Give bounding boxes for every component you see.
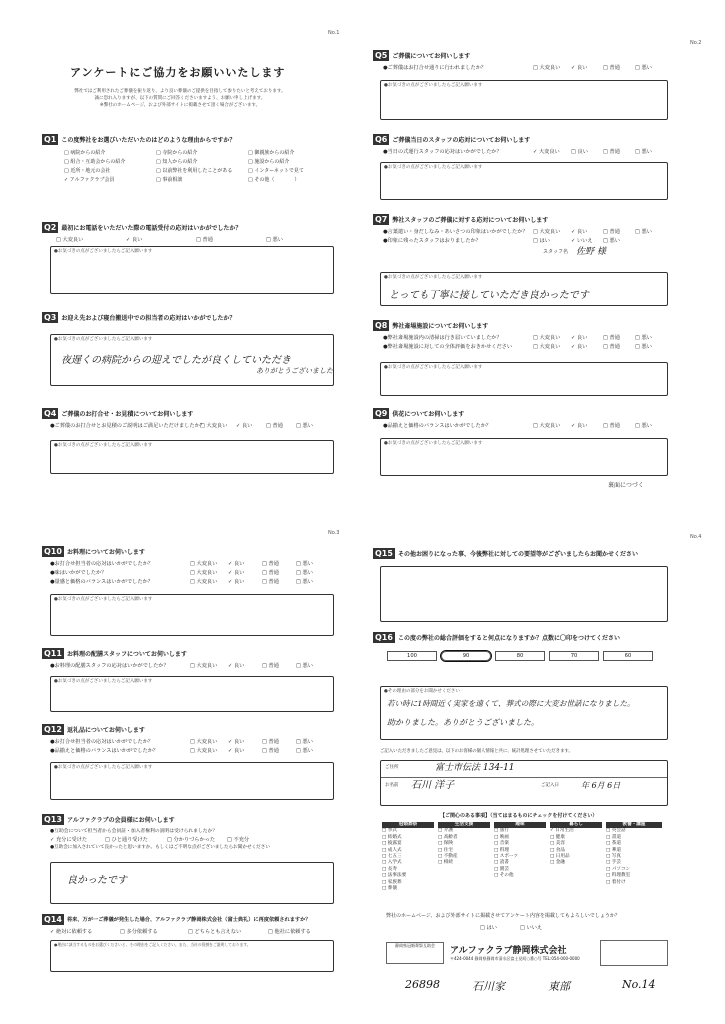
address-value[interactable]: 富士市伝法 134-11 — [435, 763, 515, 773]
option[interactable]: ✓ 良い — [228, 570, 245, 576]
sub-question: ●品揃えと価格のバランスはいかがでしたか？ — [383, 423, 492, 429]
sub-question: ●当日の式運行スタッフの応対はいかがでしたか？ — [383, 149, 502, 155]
option[interactable]: □ 悪い — [635, 344, 652, 350]
option[interactable]: ✓ 良い — [126, 237, 143, 243]
question-text: ご葬儀当日のスタッフの応対についてお伺いします — [392, 137, 531, 144]
question-number: Q10 — [44, 547, 62, 556]
interest-option[interactable]: □ 披露宴 — [382, 841, 402, 847]
question-2 — [42, 222, 342, 244]
comment-label: ●理由に該当するものをお選びくださいと、その理由をご記入ください。また、当社の役割をご説明しております。 — [54, 942, 251, 947]
q16-scale — [387, 651, 693, 661]
q8-row-1 — [383, 334, 693, 342]
q10-row — [50, 578, 342, 586]
option[interactable]: □ 普通 — [266, 423, 283, 429]
privacy-notice-box — [600, 940, 668, 966]
option[interactable]: □ 普通 — [262, 570, 279, 576]
question-text: 供花についてお伺いします — [392, 411, 465, 418]
q6-row — [383, 148, 693, 156]
interest-option[interactable]: □ 英会話 — [606, 828, 626, 834]
sub-question: ●お料理の配膳スタッフの応対はいかがでしたか？ — [50, 663, 169, 669]
interest-header: 生活支援 — [438, 822, 490, 828]
sub-question: ●印象に残ったスタッフはおりましたか？ — [383, 238, 481, 244]
option[interactable]: ✓ 良い — [228, 663, 245, 669]
question-number: Q14 — [44, 915, 62, 924]
option[interactable]: □ 大変良い — [533, 335, 561, 341]
option[interactable]: □ 分かりづらかった — [167, 837, 216, 843]
footer-hall: 東部 — [548, 980, 570, 993]
question-text: 弊社斎場施設についてお伺いします — [392, 323, 489, 330]
interest-option[interactable]: □ 結婚式 — [382, 834, 402, 840]
interest-header: 暮らし — [550, 822, 602, 828]
q13-options — [50, 836, 342, 844]
date-label: ご記入日 — [541, 783, 559, 788]
interest-option[interactable]: □ 相続 — [438, 860, 453, 866]
option[interactable]: □ 御親族からの紹介 — [248, 150, 295, 156]
option[interactable]: □ 悪い — [635, 423, 652, 429]
contact-note: ご記入いただきましたご意見は、以下のお客様の個人情報と共に、統計処理させていただきます。 — [380, 749, 573, 754]
question-number: Q8 — [375, 321, 388, 330]
comment-label: ●お気づきの点がございましたらご記入願います — [54, 249, 153, 254]
option[interactable]: □ 普通 — [603, 65, 620, 71]
sub-question: ●お打合せ担当者の応対はいかがでしたか？ — [50, 739, 154, 745]
page-number-1: No.1 — [328, 30, 340, 36]
interest-option[interactable]: □ 成人式 — [382, 847, 402, 853]
intro-line: 弊社ではご利用されたご葬儀を振り返り、より良い葬儀のご提供を目指して参りたいと考えております。 — [74, 89, 286, 94]
question-number: Q9 — [375, 409, 388, 418]
option[interactable]: □ 寺院からの紹介 — [156, 150, 198, 156]
name-value[interactable]: 石川 洋子 — [411, 780, 455, 791]
option[interactable]: □ 大変良い — [190, 570, 218, 576]
question-text: この度弊社をお選びいただいたのはどのような理由からですか？ — [61, 137, 236, 144]
question-16 — [373, 632, 693, 661]
interest-option[interactable]: □ 七五三 — [382, 854, 402, 860]
page-number-4: No.4 — [690, 534, 702, 540]
option[interactable]: ✓ いいえ — [571, 238, 593, 244]
question-5 — [373, 50, 693, 72]
comment-label: ●お気づきの点がございましたらご記入願います — [384, 165, 483, 170]
interest-option[interactable]: □ 書道 — [606, 834, 621, 840]
question-text: お迎え先および寝台搬送中での担当者の応対はいかがでしたか？ — [61, 315, 236, 322]
q11-comment-box[interactable] — [50, 676, 334, 712]
comment-label: ●お気づきの点がございましたらご記入願います — [54, 443, 153, 448]
q10-row — [50, 560, 342, 568]
option[interactable]: □ 大変良い — [190, 748, 218, 754]
option[interactable]: □ はい — [533, 238, 550, 244]
q12-row — [50, 738, 342, 746]
sub-question: ●弊社斎場施設内の清掃は行き届いていましたか？ — [383, 335, 502, 341]
question-9 — [373, 408, 693, 430]
interest-option[interactable]: □ パソコン — [606, 866, 631, 872]
q9-row — [383, 422, 693, 430]
sub-question: ●量感と価格のバランスはいかがでしたか？ — [50, 579, 153, 585]
q9-comment-box[interactable] — [380, 438, 668, 476]
interest-option[interactable]: □ 園芸 — [494, 866, 509, 872]
q5-row — [383, 64, 693, 72]
interest-option[interactable]: □ 美容 — [550, 841, 565, 847]
interest-option[interactable]: □ スポーツ — [494, 854, 518, 860]
question-number: Q6 — [375, 135, 388, 144]
option[interactable]: □ その他（ ） — [248, 177, 300, 183]
address-row — [381, 761, 667, 775]
q14-options — [50, 928, 342, 936]
option[interactable]: ✓ 大変良い — [533, 149, 560, 155]
interest-option[interactable]: □ 読書 — [494, 860, 509, 866]
footer-family: 石川家 — [472, 980, 505, 993]
question-12 — [42, 724, 342, 755]
handwritten-answer: とっても丁寧に接していただき良かったです — [389, 290, 589, 301]
option[interactable]: □ 悪い — [635, 229, 652, 235]
handwritten-answer: 夜遅くの病院からの迎えでしたが良くしていただき — [61, 355, 291, 366]
question-number: Q2 — [44, 223, 57, 232]
option[interactable]: □ ひと通り受けた — [105, 837, 148, 843]
handwritten-answer: 若い時に1時間近く実家を遠くて、葬式の際に大変お世話になりました。 — [387, 699, 635, 708]
interest-option[interactable]: □ 介護 — [438, 828, 453, 834]
q16-comment-box[interactable] — [380, 686, 668, 740]
sub-question: ●互助会について担当者から会員証・加入者権利の説明は受けられましたか？ — [50, 829, 218, 834]
footer-id: 26898 — [405, 978, 440, 991]
q2-comment-box[interactable] — [50, 246, 334, 294]
score-option[interactable]: 60 — [603, 651, 653, 661]
option[interactable]: □ 多分依頼する — [120, 929, 158, 935]
handwritten-answer: 良かったです — [67, 875, 127, 886]
comment-label: ●お気づきの点がございましたらご記入願います — [384, 365, 483, 370]
intro-line: 誠に恐れ入りますが、以下の質問にご回答くださいますよう、お願い申し上げます。 — [94, 96, 266, 101]
option[interactable]: □ 大変良い — [190, 561, 218, 567]
company-address: 〒424-0044 静岡県静岡市清水区富士見町○番○号 TEL:054-000-0000 — [450, 956, 580, 961]
intro-line: ※弊社のホームページ、および外部サイトに掲載させて頂く場合がございます。 — [99, 103, 261, 108]
option[interactable]: □ 普通 — [603, 344, 620, 350]
q7-comment-box[interactable] — [380, 272, 668, 306]
footer-number: No.14 — [622, 978, 656, 991]
option[interactable]: □ 大変良い — [56, 237, 84, 243]
option[interactable]: □ 悪い — [296, 663, 313, 669]
interest-column — [494, 822, 546, 892]
score-option[interactable]: 80 — [495, 651, 545, 661]
interest-option[interactable]: □ その他 — [494, 873, 514, 879]
interest-header: 教養・講座 — [606, 822, 662, 828]
question-text: 最初にお電話をいただいた際の電話受付の応対はいかがでしたか？ — [61, 225, 242, 232]
option[interactable]: □ 普通 — [196, 237, 213, 243]
option[interactable]: □ 普通 — [262, 579, 279, 585]
question-text: ご葬儀についてお伺いします — [392, 53, 471, 60]
interest-option[interactable]: ✓ 日常生活 — [550, 828, 574, 834]
page-number-3: No.3 — [328, 530, 340, 536]
option[interactable]: □ 大変良い — [533, 65, 561, 71]
option[interactable]: □ 大変良い — [533, 423, 561, 429]
question-number: Q15 — [375, 549, 393, 558]
date-value[interactable]: 年 6月 6日 — [581, 781, 621, 790]
comment-label: ●お気づきの点がございましたらご記入願います — [384, 275, 483, 280]
q10-comment-box[interactable] — [50, 594, 334, 636]
question-number: Q12 — [44, 725, 62, 734]
question-text: お料理の配膳スタッフについてお伺いします — [66, 651, 187, 658]
q14-comment-box[interactable] — [50, 940, 334, 972]
option[interactable]: ✓ 良い — [571, 229, 588, 235]
question-number: Q4 — [44, 409, 57, 418]
option[interactable]: □ 悪い — [296, 739, 313, 745]
option[interactable]: □ 悪い — [635, 335, 652, 341]
q7-staff-row — [543, 248, 693, 256]
option[interactable]: ✓ 良い — [228, 561, 245, 567]
option[interactable]: ✓ 良い — [228, 579, 245, 585]
option[interactable]: □ 病院からの紹介 — [64, 150, 106, 156]
question-14 — [42, 914, 342, 936]
option[interactable]: □ 施設からの紹介 — [248, 159, 290, 165]
option[interactable]: □ 普通 — [262, 561, 279, 567]
option[interactable]: □ どちらとも言えない — [188, 929, 242, 935]
option[interactable]: □ 普通 — [262, 663, 279, 669]
intro-text — [50, 88, 310, 109]
interest-title: 【ご関心のある事項】（当てはまるものにチェックを付けてください） — [440, 813, 598, 819]
interest-option[interactable]: □ 住宅 — [438, 847, 453, 853]
interest-option[interactable]: □ 保険 — [438, 841, 453, 847]
sub-question: ●言葉遣い・身だしなみ・あいさつの印象はいかがでしたか？ — [383, 229, 528, 235]
interest-option[interactable]: □ 料理教室 — [606, 873, 631, 879]
option[interactable]: □ 大変良い — [533, 229, 561, 235]
q5-comment-box[interactable] — [380, 80, 668, 120]
question-number: Q7 — [375, 215, 388, 224]
question-13 — [42, 814, 342, 852]
score-option[interactable]: 70 — [549, 651, 599, 661]
q11-row — [50, 662, 342, 670]
interest-option[interactable]: □ 茶道 — [606, 841, 621, 847]
interest-option[interactable]: □ 長寿 — [382, 866, 397, 872]
page-number-2: No.2 — [690, 40, 702, 46]
interest-option[interactable]: □ 入学式 — [382, 860, 402, 866]
interest-column — [550, 822, 602, 892]
q4-comment-box[interactable] — [50, 440, 334, 474]
sub-question: ●ご葬儀のお打合せとお見積のご説明はご満足いただけましたか？ — [50, 423, 205, 429]
continue-note: 裏面につづく — [608, 482, 644, 489]
option[interactable]: ✓ 絶対に依頼する — [50, 929, 93, 935]
comment-label: ●お気づきの点がございましたらご記入願います — [54, 679, 153, 684]
option-yes[interactable]: □ はい — [480, 925, 497, 931]
option[interactable]: □ 悪い — [266, 237, 283, 243]
option[interactable]: ✓ 良い — [228, 748, 245, 754]
option[interactable]: □ 大変良い — [533, 344, 561, 350]
option[interactable]: ✓ アルファクラブ会員 — [64, 177, 115, 183]
question-number: Q1 — [44, 135, 57, 144]
option[interactable]: □ 悪い — [635, 149, 652, 155]
question-8 — [373, 320, 693, 351]
address-label: ご住所 — [385, 765, 399, 770]
interest-option[interactable]: □ 家族葬 — [382, 879, 402, 885]
option[interactable]: □ 普通 — [603, 335, 620, 341]
question-text: 返礼品についてお伺いします — [66, 727, 145, 734]
staff-label: スタッフ名 — [543, 249, 569, 255]
score-option[interactable]: 100 — [387, 651, 437, 661]
q12-row — [50, 747, 342, 755]
interest-option[interactable]: □ 健康 — [550, 834, 565, 840]
interest-option[interactable]: □ 日用品 — [550, 854, 570, 860]
option[interactable]: □ 以前弊社を利用したことがある — [156, 168, 233, 174]
option[interactable]: ✓ 良い — [236, 423, 253, 429]
option[interactable]: □ 悪い — [296, 579, 313, 585]
question-text: その他お困りになった事、今後弊社に対しての要望等がございましたらお聞かせください — [397, 551, 638, 558]
option[interactable]: □ 良い — [571, 149, 588, 155]
option[interactable]: □ 普通 — [262, 739, 279, 745]
option[interactable]: □ 近所・地元の会社 — [64, 168, 111, 174]
q7-row-2 — [383, 237, 693, 245]
option[interactable]: □ 大変良い — [190, 739, 218, 745]
score-option-circled[interactable]: 90 — [441, 651, 491, 661]
question-text: アルファクラブの会員様にお伺いします — [66, 817, 175, 824]
question-text: 弊社スタッフのご葬儀に対する応対についてお伺いします — [392, 217, 549, 224]
interest-header: 冠婚葬祭 — [382, 822, 434, 828]
option[interactable]: □ 組合・互助会からの紹介 — [64, 159, 126, 165]
option[interactable]: □ 悪い — [603, 238, 620, 244]
q7-row-1 — [383, 228, 693, 236]
option[interactable]: ✓ 良い — [228, 739, 245, 745]
interest-option[interactable]: □ 葬儀 — [382, 886, 397, 892]
question-6 — [373, 134, 693, 156]
option[interactable]: □ 大変良い — [190, 579, 218, 585]
option[interactable]: □ 悪い — [296, 561, 313, 567]
comment-label: ●その理由の部分をお聞かせください — [384, 689, 460, 694]
option[interactable]: □ 悪い — [296, 423, 313, 429]
interest-option[interactable]: □ 不動産 — [438, 854, 458, 860]
interest-option[interactable]: □ 旅行 — [494, 828, 509, 834]
question-number: Q5 — [375, 51, 388, 60]
interest-option[interactable]: □ 写真 — [606, 854, 621, 860]
interest-column — [382, 822, 434, 892]
question-text: この度の弊社の総合評価をすると何点になりますか？点数に〇印をつけてください — [397, 635, 620, 642]
interest-option[interactable]: □ 映画 — [494, 834, 509, 840]
comment-label: ●お気づきの点がございましたらご記入願います — [54, 597, 153, 602]
q15-comment-box[interactable] — [380, 566, 668, 622]
comment-label: ●お気づきの点がございましたらご記入願います — [384, 441, 483, 446]
question-3 — [42, 312, 342, 323]
option[interactable]: □ 事前相談 — [156, 177, 183, 183]
sub-question: ●味はいかがでしたか？ — [50, 570, 107, 576]
sub-question: ●互助会に加入されていて良かったと思いますか。もしくはご不明な点がございましたらお聞かせください — [50, 845, 270, 850]
sub-question: ●品揃えと価格のバランスはいかがでしたか？ — [50, 748, 159, 754]
question-number: Q3 — [44, 313, 57, 322]
name-row — [381, 780, 667, 792]
q1-options — [64, 149, 342, 185]
interest-grid — [382, 822, 662, 892]
question-number: Q11 — [44, 649, 62, 658]
comment-label: ●お気づきの点がございましたらご記入願います — [54, 337, 153, 342]
question-text: お料理についてお伺いします — [66, 549, 145, 556]
contact-box — [380, 760, 668, 806]
option[interactable]: □ 大変良い — [190, 663, 218, 669]
q8-row-2 — [383, 343, 693, 351]
sub-question: ●ご葬儀はお打合せ通りに行われましたか？ — [383, 65, 487, 71]
question-number: Q16 — [375, 633, 393, 642]
company-name: アルファクラブ静岡株式会社 — [450, 946, 567, 956]
interest-option[interactable]: □ 金融 — [550, 860, 565, 866]
q3-comment-box[interactable] — [50, 334, 334, 386]
interest-option[interactable]: □ 音楽 — [494, 841, 509, 847]
option[interactable]: □ 悪い — [296, 748, 313, 754]
comment-label: ●お気づきの点がございましたらご記入願います — [384, 83, 483, 88]
handwritten-answer: 助かりました。ありがとうございました。 — [387, 718, 539, 727]
sub-question: ●お打合せ担当者の応対はいかがでしたか？ — [50, 561, 154, 567]
option[interactable]: □ インターネットで見て — [248, 168, 304, 174]
q10-row — [50, 569, 342, 577]
question-1 — [42, 134, 342, 185]
option[interactable]: ✓ 良い — [571, 335, 588, 341]
option[interactable]: □ 大変良い — [200, 423, 228, 429]
option-no[interactable]: □ いいえ — [520, 925, 543, 931]
question-text: 将来、万が一ご葬儀が発生した場合、アルファクラブ静岡株式会社（富士典礼）に再度依頼されますか？ — [66, 917, 311, 923]
option[interactable]: □ 普通 — [603, 149, 620, 155]
q6-comment-box[interactable] — [380, 162, 668, 200]
company-logo: 静岡県冠婚葬祭互助会 — [386, 942, 444, 964]
comment-label: ●お気づきの点がございましたらご記入願います — [54, 765, 153, 770]
question-15 — [373, 548, 693, 559]
homepage-question: 弊社のホームページ、および外部サイトに掲載させてアンケート内容を掲載してもよろしいでしょうか？ — [386, 913, 620, 919]
question-11 — [42, 648, 342, 670]
option[interactable]: □ 不充分 — [227, 837, 250, 843]
interest-option[interactable]: □ 高齢者 — [438, 834, 458, 840]
option[interactable]: ✓ 良い — [571, 423, 588, 429]
question-number: Q13 — [44, 815, 62, 824]
q12-comment-box[interactable] — [50, 762, 334, 800]
option[interactable]: ✓ 良い — [571, 344, 588, 350]
option[interactable]: □ 他社に依頼する — [268, 929, 311, 935]
option[interactable]: □ 悪い — [635, 65, 652, 71]
option[interactable]: □ 普通 — [603, 423, 620, 429]
option[interactable]: ✓ 良い — [571, 65, 588, 71]
interest-option[interactable]: □ 着付け — [606, 879, 626, 885]
interest-option[interactable]: □ 法事法要 — [382, 873, 407, 879]
interest-option[interactable]: □ 手芸 — [606, 860, 621, 866]
option[interactable]: ✓ 充分に受けた — [50, 837, 88, 843]
interest-header: 趣味 — [494, 822, 546, 828]
interest-column — [438, 822, 490, 892]
question-7 — [373, 214, 693, 256]
page-title: アンケートにご協力をお願いいたします — [70, 66, 286, 79]
interest-option[interactable]: □ 華道 — [606, 847, 621, 853]
q8-comment-box[interactable] — [380, 362, 668, 396]
handwritten-answer: ありがとうございました — [256, 367, 333, 375]
option[interactable]: □ 悪い — [296, 570, 313, 576]
option[interactable]: □ 普通 — [603, 229, 620, 235]
interest-option[interactable]: □ 食品 — [550, 847, 565, 853]
interest-option[interactable]: □ 挙式 — [382, 828, 397, 834]
name-label: お名前 — [385, 783, 399, 788]
q2-options — [56, 236, 342, 244]
interest-column — [606, 822, 662, 892]
question-4 — [42, 408, 342, 430]
q4-row — [50, 422, 342, 430]
staff-name: 佐野 様 — [576, 247, 606, 257]
option[interactable]: □ 知人からの紹介 — [156, 159, 198, 165]
question-10 — [42, 546, 342, 586]
homepage-options — [480, 924, 542, 932]
q13-comment-box[interactable] — [50, 862, 334, 904]
option[interactable]: □ 普通 — [262, 748, 279, 754]
question-text: ご葬儀のお打合せ・お見積についてお伺いします — [61, 411, 194, 418]
interest-option[interactable]: □ 料理 — [494, 847, 509, 853]
sub-question: ●弊社斎場施設に対しての全体評価をおきかせください — [383, 344, 513, 350]
